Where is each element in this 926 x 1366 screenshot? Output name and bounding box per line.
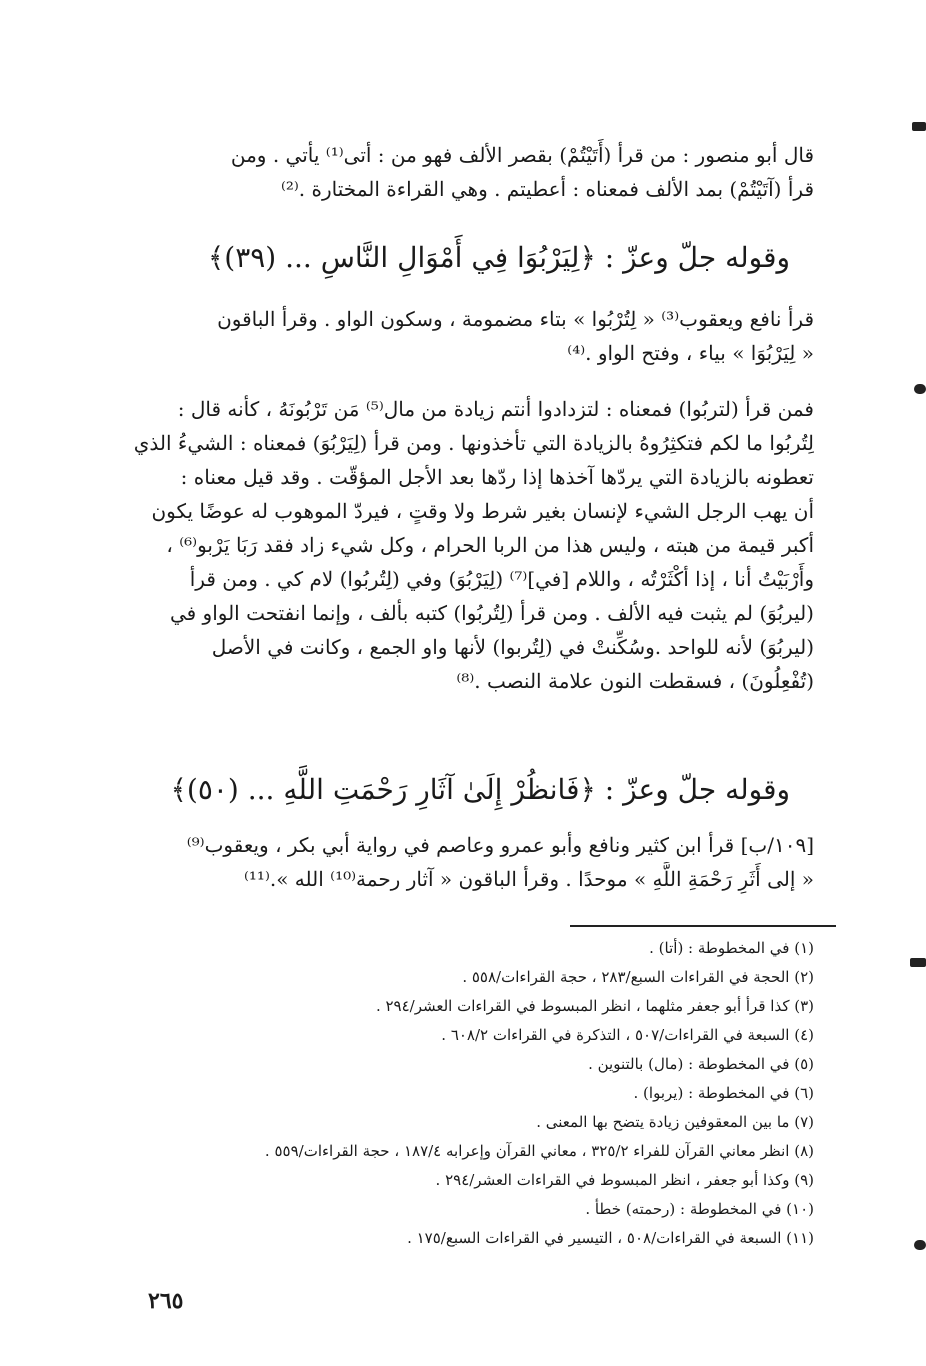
- footnote-8: (٨) انظر معاني القرآن للفراء ٣٢٥/٢ ، معاني القرآن وإعرابه ١٨٧/٤ ، حجة القراءات/٥٥٩ .: [264, 1142, 814, 1160]
- text-line: (ليربُوَ) لأنه للواحد .وسُكِّنتْ في (لِتُربوا) لأنها واو الجمع ، وكانت في الأصل: [211, 635, 814, 659]
- verse-heading-39: وقوله جلّ وعزّ : ﴿لِيَرْبُوَا فِي أَمْوَالِ النَّاسِ ... (٣٩)﴾: [207, 241, 790, 274]
- page-number: ٢٦٥: [148, 1288, 184, 1314]
- footnote-11: (١١) السبعة في القراءات/٥٠٨ ، التيسير في القراءات السبع/١٧٥ .: [407, 1229, 814, 1247]
- verse-heading-50: وقوله جلّ وعزّ : ﴿فَانظُرْ إِلَىٰ آثَارِ رَحْمَتِ اللَّهِ ... (٥٠)﴾: [170, 773, 790, 806]
- footnote-divider: [570, 925, 836, 927]
- text-line: (ليربُوَ) لم يثبت فيه الألف . ومن قرأ (لِتُربُوا) كتبه بألف ، وإنما انفتحت الواو في: [169, 601, 814, 625]
- text-line: وأَرْبَيْتُ أنا ، إذا أكْثَرْتُه ، واللام [في]⁽⁷⁾ (لِيَرْبُوَ) وفي (لِتُربُوا) لام كي . ومن قرأ: [189, 567, 814, 591]
- margin-mark: [914, 384, 926, 394]
- paragraph-abu-mansur: [126, 138, 814, 206]
- text-line: قرأ (آتَيْتُمْ) بمد الألف فمعناه : أعطيتم . وهي القراءة المختارة .⁽²⁾: [280, 177, 814, 201]
- footnote-9: (٩) وكذا أبو جعفر ، انظر المبسوط في القراءات العشر/٢٩٤ .: [435, 1171, 814, 1189]
- footnote-1: (١) في المخطوطة : (أتا) .: [649, 939, 814, 957]
- text-line: (تُفْعِلُونَ) ، فسقطت النون علامة النصب .⁽⁸⁾: [456, 669, 814, 693]
- margin-mark: [912, 122, 926, 131]
- footnote-2: (٢) الحجة في القراءات السبع/٢٨٣ ، حجة القراءات/٥٥٨ .: [462, 968, 814, 986]
- margin-mark: [914, 1240, 926, 1250]
- footnote-10: (١٠) في المخطوطة : (رحمته) خطأ .: [585, 1200, 814, 1218]
- text-line: أكبر قيمة من هبته ، وليس هذا من الربا الحرام ، وكل شيء زاد فقد رَبَا يَرْبو⁽⁶⁾ ،: [166, 533, 814, 557]
- text-line: تعطونه بالزيادة التي يردّها آخذها إذا ردّها بعد الأجل المؤقّت . وقد قيل معناه :: [180, 465, 814, 489]
- footnote-5: (٥) في المخطوطة : (مال) بالتنوين .: [588, 1055, 814, 1073]
- paragraph-explanation: [126, 392, 814, 698]
- text-line: قال أبو منصور : من قرأ (أَتَيْتُمْ) بقصر الألف فهو من : أتى⁽¹⁾ يأتي . ومن: [230, 143, 814, 167]
- margin-mark: [910, 958, 926, 967]
- text-line: أن يهب الرجل الشيء لإنسان بغير شرط ولا وقتٍ ، فيردّ الموهوب له عوضًا يكون: [151, 499, 814, 523]
- text-line: فمن قرأ (لتربُوا) فمعناه : لتزدادوا أنتم زيادة من مال⁽⁵⁾ مَن تَرْبُونَهُ ، كأنه قال :: [177, 397, 814, 421]
- footnote-7: (٧) ما بين المعقوفين زيادة يتضح بها المعنى .: [536, 1113, 814, 1131]
- text-line: « إلى أَثَرِ رَحْمَةِ اللَّهِ » موحدًا . وقرأ الباقون « آثار رحمة⁽¹⁰⁾ الله ».⁽¹¹⁾: [243, 867, 814, 891]
- paragraph-readings-50: [126, 828, 814, 896]
- text-line: قرأ نافع ويعقوب⁽³⁾ « لِتُرْبُوا » بتاء مضمومة ، وسكون الواو . وقرأ الباقون: [217, 307, 814, 331]
- paragraph-readings-39: [126, 302, 814, 370]
- text-line: لِتُربُوا ما لكم فتكثِرُوهُ بالزيادة التي تأخذونها . ومن قرأ (لِيَرْبُوَ) فمعناه : الشيءُ الذي: [133, 431, 814, 455]
- text-line: « لِيَرْبُوَا » بياء ، وفتح الواو .⁽⁴⁾: [567, 341, 814, 365]
- text-line: [١٠٩/ب] قرأ ابن كثير ونافع وأبو عمرو وعاصم في رواية أبي بكر ، ويعقوب⁽⁹⁾: [186, 833, 814, 857]
- footnote-3: (٣) كذا قرأ أبو جعفر مثلهما ، انظر المبسوط في القراءات العشر/٢٩٤ .: [375, 997, 814, 1015]
- footnote-4: (٤) السبعة في القراءات/٥٠٧ ، التذكرة في القراءات ٦٠٨/٢ .: [441, 1026, 814, 1044]
- footnote-6: (٦) في المخطوطة : (يربوا) .: [633, 1084, 814, 1102]
